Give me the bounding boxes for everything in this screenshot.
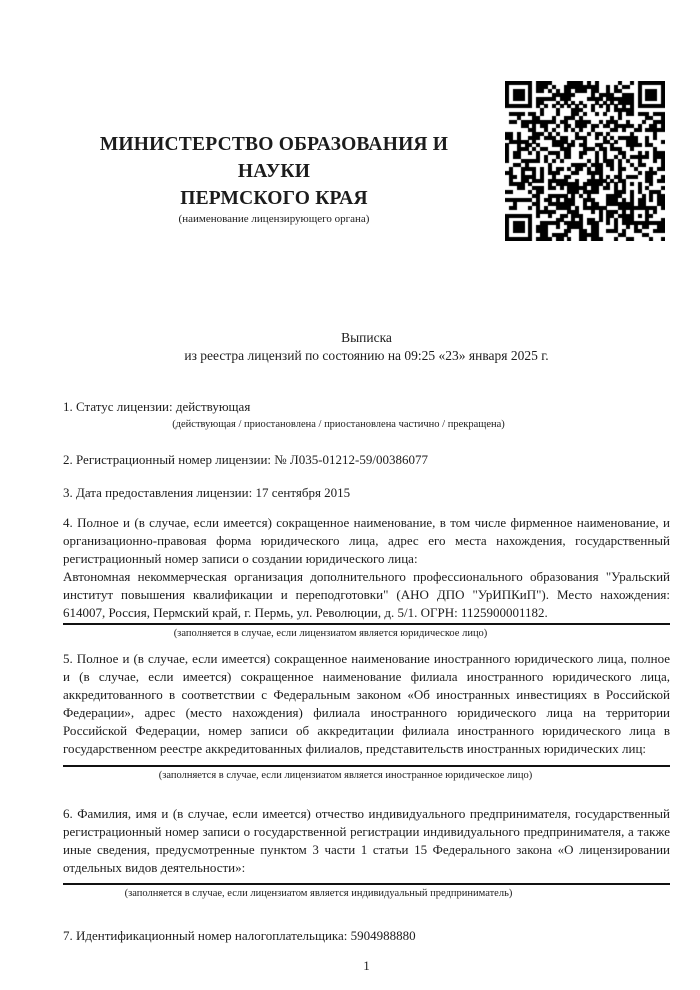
registration-number-item: 2. Регистрационный номер лицензии: № Л035-01212-59/00386077 [63,452,429,467]
foreign-entity-caption: (заполняется в случае, если лицензиатом является иностранное юридическое лицо) [158,770,533,781]
ministry-name-line2: ПЕРМСКОГО КРАЯ [180,188,368,209]
extract-title-line1: Выписка [341,330,392,345]
foreign-entity-fill-line [63,765,670,767]
entrepreneur-caption: (заполняется в случае, если лицензиатом является индивидуальный предприниматель) [124,888,513,899]
ministry-name-line1: МИНИСТЕРСТВО ОБРАЗОВАНИЯ И НАУКИ [99,134,449,182]
entrepreneur-item-label: 6. Фамилия, имя и (в случае, если имеется) отчество индивидуального предпринимателя, государственный регистрационный номер записи о государственной регистрации индивидуального предпринимателя, а также иные сведения, предусмотренные пунктом 3 части 1 статьи 15 Федерального закона «О лицензировании отдельных видов деятельности»: [63,806,670,875]
extract-title-line2: из реестра лицензий по состоянию на 09:25 «23» января 2025 г. [184,348,549,363]
license-status-item: 1. Статус лицензии: действующая [63,399,251,414]
legal-entity-item-label: 4. Полное и (в случае, если имеется) сокращенное наименование, в том числе фирменное наименование, и организационно-правовая форма юридического лица, адрес его места нахождения, государственный регистрационный номер записи о создании юридического лица: [63,515,670,566]
extract-title [63,329,670,365]
legal-entity-caption: (заполняется в случае, если лицензиатом является юридическое лицо) [173,628,488,639]
legal-entity-item-value: Автономная некоммерческая организация дополнительного профессионального образования "Уральский институт повышения квалификации и переподготовки" (АНО ДПО "УрИПКиП"). Место нахождения: 614007, Россия, Пермский край, г. Пермь, ул. Революции, д. 5/1. ОГРН: 1125900001182. [63,569,670,620]
grant-date-item: 3. Дата предоставления лицензии: 17 сентября 2015 [63,485,351,500]
foreign-entity-item-label: 5. Полное и (в случае, если имеется) сокращенное наименование иностранного юридического лица, полное и (в случае, если имеется) сокращенное наименование филиала иностранного юридического лица, аккредитованного в соответствии с Федеральным законом «Об иностранных инвестициях в Российской Федерации», адрес (место нахождения) филиала иностранного юридического лица на территории Российской Федерации, номер записи об аккредитации филиала иностранного юридического лица в государственном реестре аккредитованных филиалов, представительств иностранных юридических лиц: [63,651,670,756]
legal-entity-fill-line [63,623,670,625]
licensing-authority-caption: (наименование лицензирующего органа) [178,213,370,225]
qr-code [505,81,665,241]
page-number: 1 [363,958,370,973]
taxpayer-id-item: 7. Идентификационный номер налогоплательщика: 5904988880 [63,928,416,943]
license-status-options-caption: (действующая / приостановлена / приостановлена частично / прекращена) [172,419,505,430]
entrepreneur-fill-line [63,883,670,885]
licensing-authority-name [63,131,485,212]
